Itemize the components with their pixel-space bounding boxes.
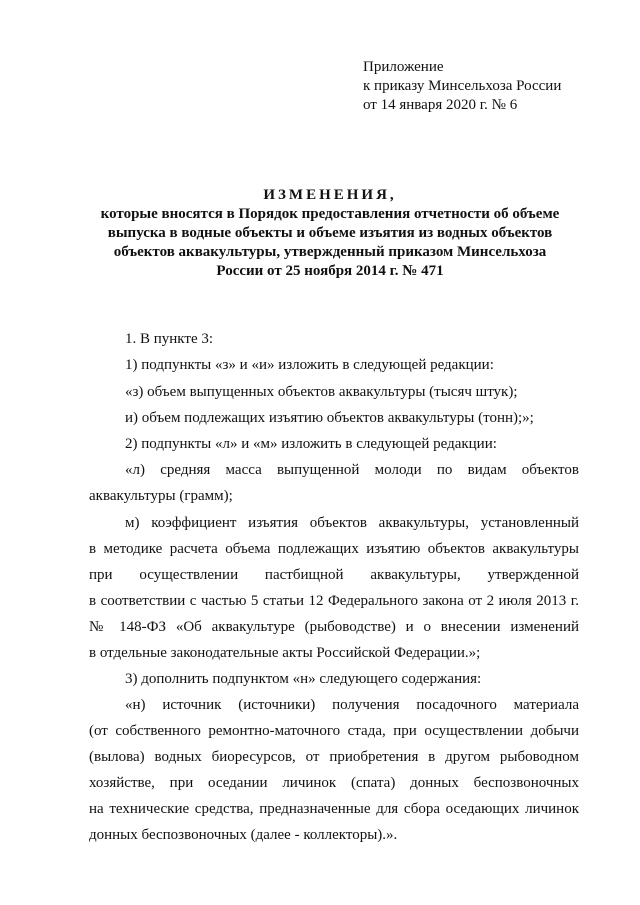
paragraph-9-line-5: на технические средства, предназначенные для сбора оседающих личинок [89, 801, 579, 817]
paragraph-7-line-1: м) коэффициент изъятия объектов аквакультуры, установленный [125, 515, 579, 531]
paragraph-9-line-6: донных беспозвоночных (далее - коллекторы).». [89, 827, 398, 843]
heading-line-2: выпуска в водные объекты и объеме изъятия из водных объектов [107, 225, 553, 241]
paragraph-7-line-3: при осуществлении пастбищной аквакультуры, утвержденной [89, 567, 579, 583]
paragraph-7-line-5: № 148-ФЗ «Об аквакультуре (рыбоводстве) и о внесении изменений [89, 619, 579, 635]
paragraph-8: 3) дополнить подпунктом «н» следующего содержания: [125, 671, 482, 687]
paragraph-1: 1. В пункте 3: [125, 331, 214, 347]
paragraph-4: и) объем подлежащих изъятию объектов аквакультуры (тонн);»; [125, 410, 534, 426]
paragraph-3: «з) объем выпущенных объектов аквакультуры (тысяч штук); [125, 384, 518, 400]
appendix-line-2: к приказу Минсельхоза России [363, 78, 562, 94]
paragraph-9-line-2: (от собственного ремонтно-маточного стада, при осуществлении добычи [89, 723, 579, 739]
paragraph-2: 1) подпункты «з» и «и» изложить в следующей редакции: [125, 357, 494, 373]
heading-title: ИЗМЕНЕНИЯ, [263, 187, 397, 203]
document-body [89, 0, 579, 905]
paragraph-9-line-1: «н) источник (источники) получения посадочного материала [125, 697, 579, 713]
paragraph-7-line-6: в отдельные законодательные акты Российской Федерации.»; [89, 645, 481, 661]
paragraph-9-line-3: (вылова) водных биоресурсов, от приобретения в другом рыбоводном [89, 749, 579, 765]
heading-line-4: России от 25 ноября 2014 г. № 471 [216, 263, 444, 279]
appendix-line-3: от 14 января 2020 г. № 6 [363, 97, 518, 113]
appendix-line-1: Приложение [363, 59, 444, 75]
paragraph-6-line-2: аквакультуры (грамм); [89, 488, 233, 504]
paragraph-7-line-2: в методике расчета объема подлежащих изъятию объектов аквакультуры [89, 541, 579, 557]
paragraph-5: 2) подпункты «л» и «м» изложить в следующей редакции: [125, 436, 497, 452]
paragraph-9-line-4: хозяйстве, при оседании личинок (спата) донных беспозвоночных [89, 775, 579, 791]
heading-line-3: объектов аквакультуры, утвержденный приказом Минсельхоза [113, 244, 547, 260]
heading-line-1: которые вносятся в Порядок предоставления отчетности об объеме [100, 206, 560, 222]
paragraph-7-line-4: в соответствии с частью 5 статьи 12 Федерального закона от 2 июля 2013 г. [89, 593, 579, 609]
paragraph-6-line-1: «л) средняя масса выпущенной молоди по видам объектов [125, 462, 579, 478]
